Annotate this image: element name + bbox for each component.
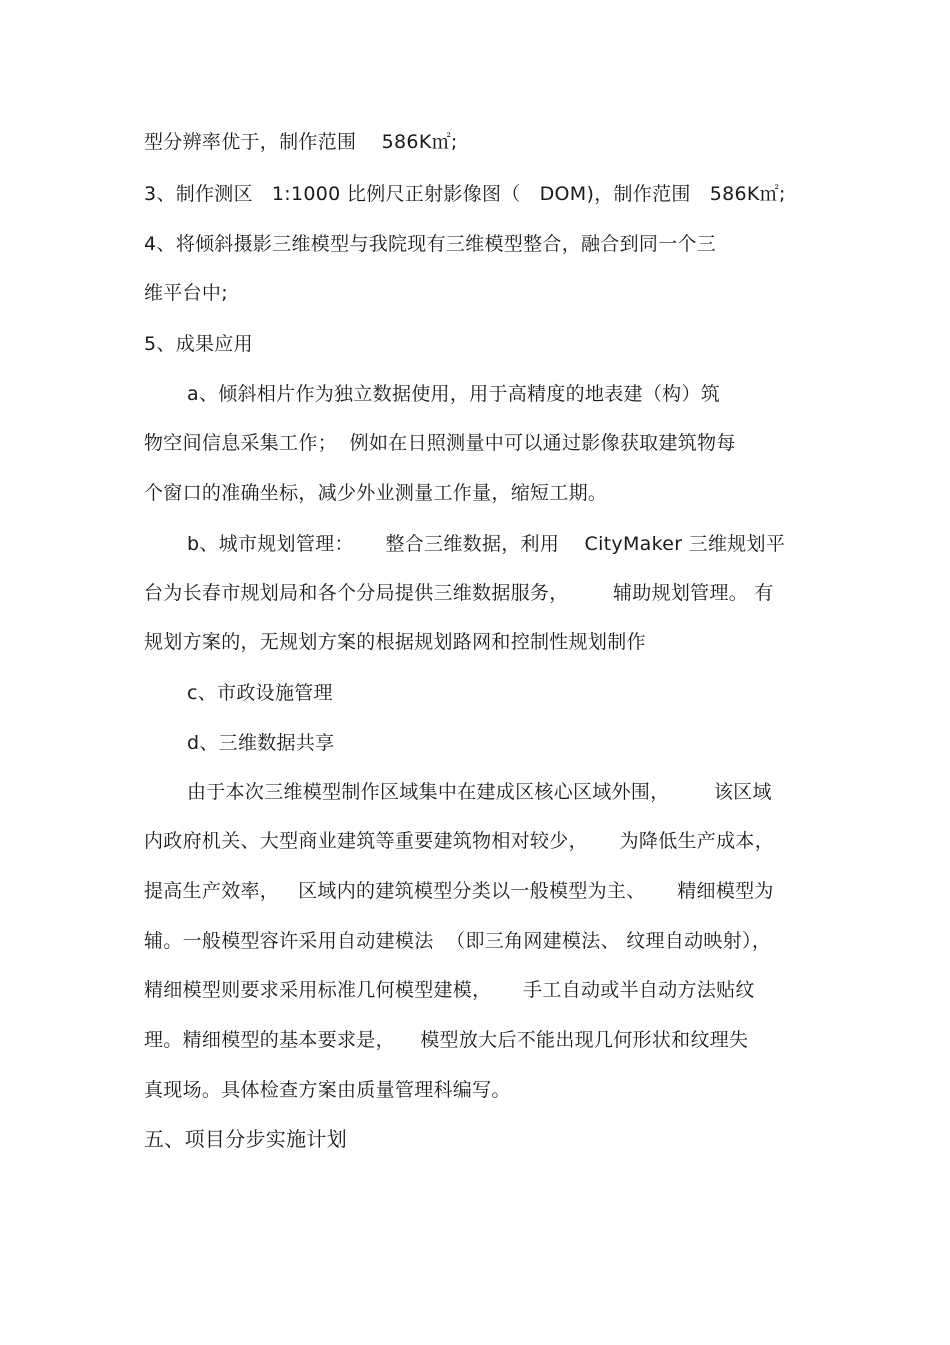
paragraph-line: 4、将倾斜摄影三维模型与我院现有三维模型整合，融合到同一个三 [144,233,717,255]
section-heading: 五、项目分步实施计划 [144,1127,347,1151]
paragraph-line: 物空间信息采集工作； 例如在日照测量中可以通过影像获取建筑物每 [144,432,736,454]
paragraph-line: 真现场。具体检查方案由质量管理科编写。 [144,1079,511,1101]
paragraph-line: 3、制作测区 1:1000 比例尺正射影像图（ DOM)，制作范围 586K㎡; [144,183,786,205]
section-item: 5、成果应用 [144,333,253,355]
paragraph-line: 维平台中; [144,282,228,304]
paragraph-line: 台为长春市规划局和各个分局提供三维数据服务， 辅助规划管理。 有 [144,582,774,604]
paragraph-line: 个窗口的准确坐标，减少外业测量工作量，缩短工期。 [144,482,608,504]
paragraph-line: 内政府机关、大型商业建筑等重要建筑物相对较少， 为降低生产成本， [144,830,774,852]
paragraph-line: 提高生产效率， 区域内的建筑模型分类以一般模型为主、 精细模型为 [144,880,774,902]
paragraph-line: 由于本次三维模型制作区域集中在建成区核心区域外围， 该区域 [187,781,772,803]
paragraph-line: b、城市规划管理： 整合三维数据，利用 CityMaker 三维规划平 [187,533,786,555]
paragraph-line: 规划方案的，无规划方案的根据规划路网和控制性规划制作 [144,631,646,653]
paragraph-line: 精细模型则要求采用标准几何模型建模， 手工自动或半自动方法贴纹 [144,979,755,1001]
list-item: d、三维数据共享 [187,732,335,754]
list-item: c、市政设施管理 [187,682,333,704]
paragraph-line: a、倾斜相片作为独立数据使用，用于高精度的地表建（构）筑 [187,383,721,405]
paragraph-line: 理。精细模型的基本要求是， 模型放大后不能出现几何形状和纹理失 [144,1029,749,1051]
paragraph-line: 型分辨率优于，制作范围 586K㎡; [144,131,458,153]
paragraph-line: 辅。一般模型容许采用自动建模法 （即三角网建模法、 纹理自动映射）， [144,930,772,952]
